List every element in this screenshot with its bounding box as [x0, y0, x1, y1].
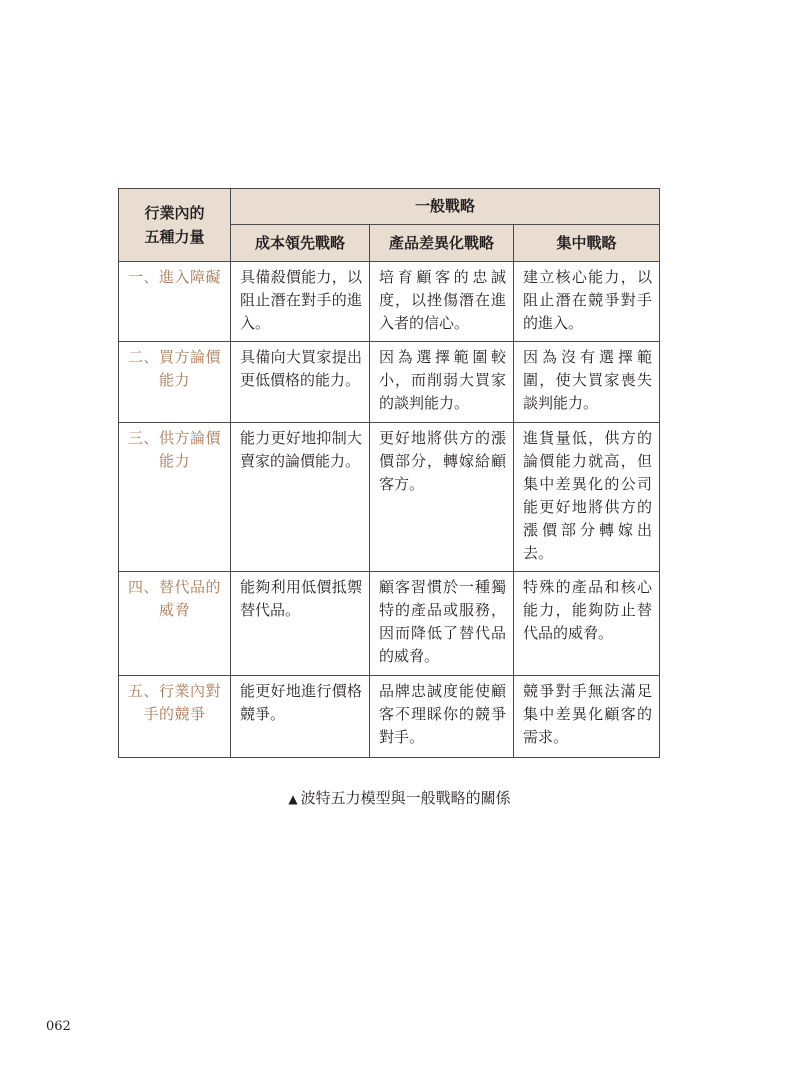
- cost-leadership-cell: 具備殺價能力，以阻止潛在對手的進入。: [231, 262, 370, 342]
- force-cell: 四、替代品的威脅: [119, 572, 231, 676]
- strategy-header: 一般戰略: [231, 189, 660, 225]
- differentiation-cell: 因為選擇範圍較小，而削弱大買家的談判能力。: [370, 342, 514, 423]
- column-header-differentiation: 產品差異化戰略: [370, 225, 514, 262]
- forces-header: [119, 189, 231, 262]
- table-caption: [0, 787, 799, 808]
- table-row: [119, 676, 660, 758]
- force-cell: 一、進入障礙: [119, 262, 231, 342]
- column-header-cost: 成本領先戰略: [231, 225, 370, 262]
- column-header-focus: 集中戰略: [514, 225, 660, 262]
- differentiation-cell: 培育顧客的忠誠度，以挫傷潛在進入者的信心。: [370, 262, 514, 342]
- table-row: [119, 572, 660, 676]
- force-cell: 五、行業內對手的競爭: [119, 676, 231, 758]
- focus-cell: 建立核心能力，以阻止潛在競爭對手的進入。: [514, 262, 660, 342]
- focus-cell: 因為沒有選擇範圍，使大買家喪失談判能力。: [514, 342, 660, 423]
- differentiation-cell: 更好地將供方的漲價部分，轉嫁給顧客方。: [370, 423, 514, 572]
- page-number: 062: [46, 1019, 71, 1034]
- table-row: [119, 262, 660, 342]
- triangle-up-icon: ▲: [288, 792, 298, 806]
- forces-header-line2: 五種力量: [144, 228, 205, 246]
- forces-header-line1: 行業內的: [144, 204, 205, 222]
- focus-cell: 特殊的產品和核心能力，能夠防止替代品的威脅。: [514, 572, 660, 676]
- table-row: [119, 342, 660, 423]
- cost-leadership-cell: 能夠利用低價抵禦替代品。: [231, 572, 370, 676]
- cost-leadership-cell: 能力更好地抑制大賣家的論價能力。: [231, 423, 370, 572]
- focus-cell: 進貨量低，供方的論價能力就高，但集中差異化的公司能更好地將供方的漲價部分轉嫁出去。: [514, 423, 660, 572]
- differentiation-cell: 品牌忠誠度能使顧客不理睬你的競爭對手。: [370, 676, 514, 758]
- force-cell: 二、買方論價能力: [119, 342, 231, 423]
- focus-cell: 競爭對手無法滿足集中差異化顧客的需求。: [514, 676, 660, 758]
- force-cell: 三、供方論價能力: [119, 423, 231, 572]
- strategy-table: [118, 188, 660, 758]
- caption-text: 波特五力模型與一般戰略的關係: [300, 789, 511, 807]
- differentiation-cell: 顧客習慣於一種獨特的產品或服務，因而降低了替代品的威脅。: [370, 572, 514, 676]
- table-row: [119, 423, 660, 572]
- cost-leadership-cell: 具備向大買家提出更低價格的能力。: [231, 342, 370, 423]
- cost-leadership-cell: 能更好地進行價格競爭。: [231, 676, 370, 758]
